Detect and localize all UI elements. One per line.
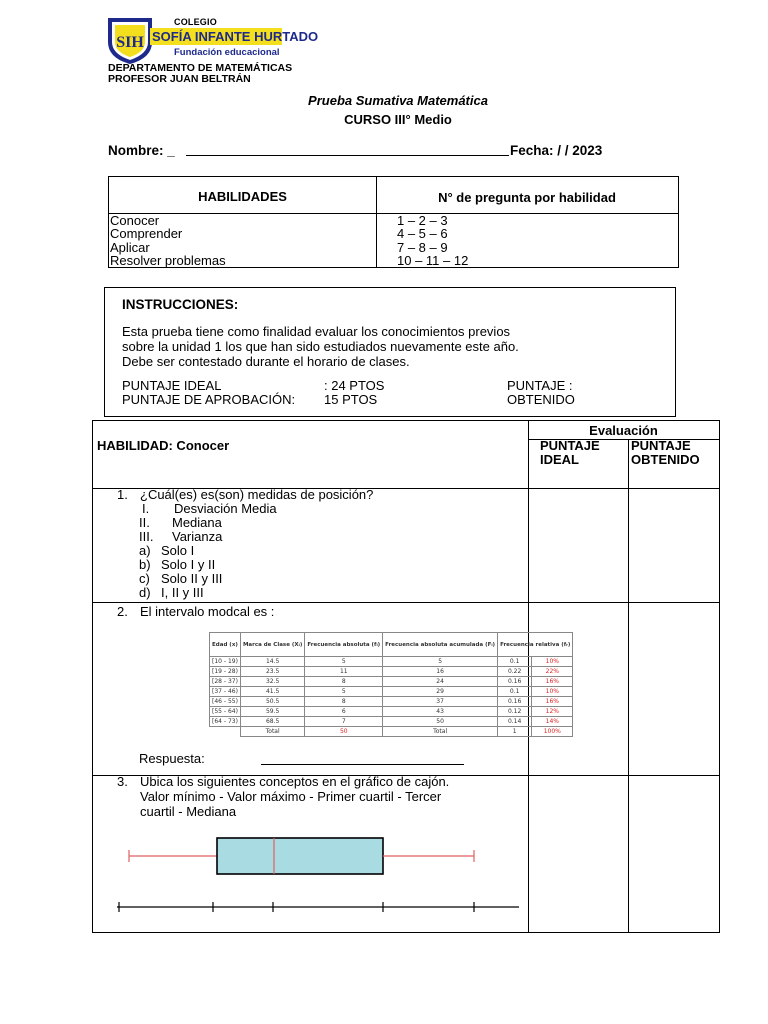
answer-label: Respuesta: [139,751,205,766]
ideal-score-label: IDEAL [540,452,579,467]
ideal-score-header [540,439,620,467]
score-labels [122,379,295,407]
cell: 14.5 [240,657,304,667]
obtained-score-label: OBTENIDO [631,452,700,467]
skills-table [108,176,679,268]
school-name: SOFÍA INFANTE HURTADO [152,29,319,44]
cell: 10% [532,687,573,697]
cell: [19 - 28) [210,667,241,677]
table-row [210,657,573,667]
skill-heading: HABILIDAD: Conocer [97,438,230,453]
roman-item: Mediana [172,515,222,530]
option-text[interactable]: Solo I [161,543,195,558]
table-row [210,707,573,717]
instructions-title: INSTRUCCIONES: [122,297,239,312]
questions-per-skill-header: N° de pregunta por habilidad [438,190,616,205]
question-text: ¿Cuál(es) es(son) medidas de posición? [140,487,374,502]
option-text[interactable]: Solo I y II [161,557,216,572]
skill-questions: 10 – 11 – 12 [397,253,469,268]
cell: 5 [383,657,498,667]
cell: 22% [532,667,573,677]
cell: 8 [305,697,383,707]
cell: 0.16 [498,677,532,687]
cell: 68.5 [240,717,304,727]
question-number: 2. [117,604,128,619]
cell: 0.1 [498,687,532,697]
cell: 5 [305,687,383,697]
obtained-score-label: PUNTAJE [631,438,691,453]
roman-number: I. [142,501,150,516]
option-text[interactable]: Solo II y III [161,571,223,586]
cell: 16% [532,677,573,687]
ideal-score-label: PUNTAJE [540,438,600,453]
cell: [28 - 37) [210,677,241,687]
total-row [210,727,573,737]
skill-name: Conocer [110,213,160,228]
skills-header: HABILIDADES [198,189,287,204]
score-obtained-label: OBTENIDO [507,392,575,407]
instructions-box [104,287,676,417]
table-row [210,687,573,697]
option-letter: d) [139,585,151,600]
cell: 16 [383,667,498,677]
cell: 50 [383,717,498,727]
obtained-score-header [631,439,721,467]
instructions-line: sobre la unidad 1 los que han sido estudiados nuevamente este año. [122,339,519,354]
cell: 29 [383,687,498,697]
age-header: Edad (x) [210,633,241,657]
cell: [37 - 46) [210,687,241,697]
frequency-table [209,632,573,737]
cell: 12% [532,707,573,717]
name-label: Nombre: _ [108,143,175,158]
instructions-line: Esta prueba tiene como finalidad evaluar los conocimientos previos [122,324,511,339]
cell: 11 [305,667,383,677]
department-block [108,63,292,85]
roman-number: II. [139,515,150,530]
course-title: CURSO III° Medio [344,112,452,127]
skill-questions: 1 – 2 – 3 [397,213,448,228]
option-letter: c) [139,571,150,586]
cell: 37 [383,697,498,707]
cell [210,727,241,737]
cell: 50.5 [240,697,304,707]
abs-freq-header: Frecuencia absoluta (fᵢ) [305,633,383,657]
question-text: El intervalo modcal es : [140,604,275,619]
cell: 6 [305,707,383,717]
frequency-table-header [210,633,573,657]
score-obtained-label: PUNTAJE : [507,378,573,393]
department-name: DEPARTAMENTO DE MATEMÁTICAS [108,62,293,74]
boxplot [113,829,523,929]
cell: 100% [532,727,573,737]
cell: 0.1 [498,657,532,667]
cell: 16% [532,697,573,707]
cell: [10 - 19) [210,657,241,667]
roman-item: Desviación Media [174,501,277,516]
cum-freq-header: Frecuencia absoluta acumulada (Fᵢ) [383,633,498,657]
option-letter: a) [139,543,151,558]
table-row [210,677,573,687]
question-text: cuartil - Mediana [140,804,237,819]
cell: 24 [383,677,498,687]
question-text: Valor mínimo - Valor máximo - Primer cuartil - Tercer [140,789,442,804]
cell: [64 - 73) [210,717,241,727]
cell: Total [240,727,304,737]
table-row [210,667,573,677]
instructions-text [122,324,612,369]
class-mark-header: Marca de Clase (Xᵢ) [240,633,304,657]
option-letter: b) [139,557,151,572]
cell: 0.16 [498,697,532,707]
answer-input-line[interactable] [261,764,464,765]
roman-number: III. [139,529,154,544]
score-approval-value: 15 PTOS [324,392,378,407]
school-logo-shield-icon [104,14,156,66]
table-row [210,697,573,707]
cell: 5 [305,657,383,667]
teacher-name: PROFESOR JUAN BELTRÁN [108,73,251,85]
test-title: Prueba Sumativa Matemática [308,93,488,108]
rel-freq-header: Frecuencia relativa (fᵣ) [498,633,573,657]
instructions-line: Debe ser contestado durante el horario de clases. [122,354,410,369]
date-label: Fecha: / / 2023 [510,143,603,158]
cell: 8 [305,677,383,687]
cell: 43 [383,707,498,717]
school-subtitle: Fundación educacional [174,47,280,58]
cell: 10% [532,657,573,667]
cell: 0.22 [498,667,532,677]
cell: 32.5 [240,677,304,687]
cell: 1 [498,727,532,737]
school-colegio-label: COLEGIO [174,17,217,27]
cell: [46 - 55) [210,697,241,707]
score-obtained [507,379,575,407]
question-number: 3. [117,774,128,789]
skill-name: Comprender [110,226,183,241]
logo-initials: SIH [116,34,144,51]
question-number: 1. [117,487,128,502]
name-input-line[interactable] [186,155,509,156]
cell: 23.5 [240,667,304,677]
score-approval-label: PUNTAJE DE APROBACIÓN: [122,392,296,407]
cell: [55 - 64) [210,707,241,717]
skill-name: Aplicar [110,240,150,255]
roman-item: Varianza [172,529,223,544]
question-text: Ubica los siguientes conceptos en el gráfico de cajón. [140,774,450,789]
score-ideal-value: : 24 PTOS [324,378,385,393]
score-ideal-label: PUNTAJE IDEAL [122,378,222,393]
cell: 41.5 [240,687,304,697]
cell: 7 [305,717,383,727]
boxplot-box [217,838,383,874]
questions-table [92,420,720,933]
cell: Total [383,727,498,737]
cell: 50 [305,727,383,737]
table-row [210,717,573,727]
cell: 0.12 [498,707,532,717]
score-values [324,379,384,407]
skill-name: Resolver problemas [110,253,226,268]
skill-questions: 4 – 5 – 6 [397,226,448,241]
skill-questions: 7 – 8 – 9 [397,240,448,255]
cell: 0.14 [498,717,532,727]
cell: 14% [532,717,573,727]
cell: 59.5 [240,707,304,717]
evaluation-header: Evaluación [589,423,658,438]
option-text[interactable]: I, II y III [161,585,204,600]
